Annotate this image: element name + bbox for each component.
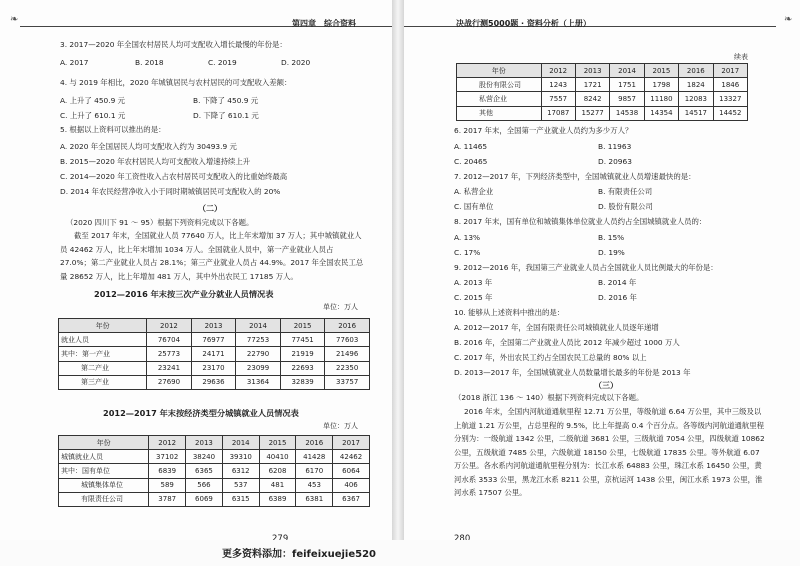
- q6-option-a: A. 11465: [454, 142, 488, 151]
- table-header-cell: 2012: [147, 319, 192, 333]
- table-cell: 589: [149, 478, 186, 492]
- table-cell: 33757: [325, 375, 370, 389]
- section-2-paragraph: 截至 2017 年末，全国就业人员 77640 万人，比上年末增加 37 万人；其中城镇就业人员 42462 万人，比上年末增加 1034 万人。全国就业人员中，第一产业就业人员占 27.0%；第二产业就业人员占 28.1%；第三产业就业人员占 44.9%。2017 年全国农民工总量 28652 万人，比上年增加 481 万人，其中外出农民工 17185 万人。: [60, 231, 364, 281]
- table-cell: 6389: [259, 492, 296, 506]
- table-header-cell: 2014: [610, 64, 644, 78]
- table-row-label: 有限责任公司: [59, 492, 149, 506]
- table-cell: 14354: [644, 106, 678, 120]
- table-cell: 481: [259, 478, 296, 492]
- q3-option-a: A. 2017: [60, 58, 89, 67]
- book-title-header: 决战行测5000题 · 资料分析（上册）: [456, 19, 591, 28]
- q5-option-a: A. 2020 年全国居民人均可支配收入约为 30493.9 元: [60, 142, 237, 151]
- table-cell: 15277: [575, 106, 609, 120]
- q4-option-b: B. 下降了 450.9 元: [193, 96, 259, 105]
- table-header-cell: 2012: [541, 64, 575, 78]
- table-cell: 42462: [333, 450, 370, 464]
- q5-option-c: C. 2014—2020 年工资性收入占农村居民可支配收入的比重始终最高: [60, 172, 288, 181]
- q4-option-c: C. 上升了 610.1 元: [60, 111, 126, 120]
- section-3-title: （三）: [594, 381, 618, 390]
- q9-option-b: B. 2014 年: [598, 278, 637, 287]
- q4-option-d: D. 下降了 610.1 元: [193, 111, 259, 120]
- q7-stem: 7. 2012—2017 年，下列经济类型中，全国城镇就业人员增速最快的是：: [454, 172, 696, 181]
- table-header-row: [59, 319, 370, 333]
- section-2-title: （二）: [198, 204, 222, 213]
- table-cell: 6208: [259, 464, 296, 478]
- table-cell: 406: [333, 478, 370, 492]
- q5-option-d: D. 2014 年农民经营净收入小于同时期城镇居民可支配收入的 20%: [60, 187, 281, 196]
- table-cell: 6315: [222, 492, 259, 506]
- table3-continued-label: 续表: [734, 53, 748, 61]
- table-header-row: [59, 436, 370, 450]
- q7-option-a: A. 私营企业: [454, 187, 494, 196]
- table-header-cell: 2014: [236, 319, 281, 333]
- table-cell: 1824: [679, 78, 713, 92]
- q3-option-b: B. 2018: [135, 58, 164, 67]
- table-cell: 22350: [325, 361, 370, 375]
- section-3-paragraph: 2016 年末，全国内河航道通航里程 12.71 万公里，等级航道 6.64 万公里，其中三级及以上航道 1.21 万公里，占总里程的 9.5%，比上年提高 0.4 个百分点。各等级内河航道通航里程分别为：一级航道 1342 公里，二级航道 3681 公里，三级航道 7054 公里，四级航道 10862 公里，五级航道 7485 公里，六级航道 18150 公里，七级航道 17835 公里。等外航道 6.07 万公里。各水系内河航道通航里程分别为：长江水系 64883 公里，珠江水系 16450 公里，黄河水系 3533 公里，黑龙江水系 8211 公里，京杭运河 1438 公里，闽江水系 1973 公里，淮河水系 17507 公里。: [454, 407, 765, 497]
- footer-promo-text: 更多资料添加：feifeixuejie520: [222, 549, 376, 560]
- table-cell: 6312: [222, 464, 259, 478]
- q9-option-c: C. 2015 年: [454, 293, 493, 302]
- table-cell: 453: [296, 478, 333, 492]
- q10-option-d: D. 2013—2017 年，全国城镇就业人员数量增长最多的年份是 2013 年: [454, 368, 691, 377]
- table-cell: 27690: [147, 375, 192, 389]
- q3-stem: 3. 2017—2020 年全国农村居民人均可支配收入增长最慢的年份是：: [60, 40, 287, 49]
- table-cell: 6064: [333, 464, 370, 478]
- table-header-cell: 2013: [191, 319, 236, 333]
- table-cell: 23170: [191, 361, 236, 375]
- table-cell: 3787: [149, 492, 186, 506]
- table-row-label: 其中：国有单位: [59, 464, 149, 478]
- table-row: [59, 478, 370, 492]
- ornament-icon: ❧: [10, 14, 19, 25]
- table-cell: 37102: [149, 450, 186, 464]
- table-row: [59, 361, 370, 375]
- table-cell: 13327: [713, 92, 747, 106]
- book-gutter: [392, 0, 404, 540]
- table-cell: 1721: [575, 78, 609, 92]
- table-cell: 1798: [644, 78, 678, 92]
- table-row: [59, 492, 370, 506]
- table-row: [457, 78, 748, 92]
- table-header-cell: 2017: [713, 64, 747, 78]
- table-header-cell: 年份: [457, 64, 542, 78]
- q8-option-c: C. 17%: [454, 248, 481, 257]
- table-header-cell: 2015: [644, 64, 678, 78]
- employment-by-industry-table: [58, 318, 370, 390]
- table-cell: 8242: [575, 92, 609, 106]
- table-header-cell: 年份: [59, 319, 147, 333]
- q9-stem: 9. 2012—2016 年，我国第三产业就业人员占全国就业人员比例最大的年份是：: [454, 263, 718, 272]
- table-row: [457, 106, 748, 120]
- q6-option-d: D. 20963: [598, 157, 632, 166]
- table-cell: 6367: [333, 492, 370, 506]
- q8-option-b: B. 15%: [598, 233, 625, 242]
- q7-option-d: D. 股份有限公司: [598, 202, 653, 211]
- table2-unit: 单位：万人: [323, 422, 358, 430]
- table-row-label: 第二产业: [59, 361, 147, 375]
- table-cell: 21919: [280, 347, 325, 361]
- table-cell: 6069: [186, 492, 223, 506]
- q4-stem: 4. 与 2019 年相比，2020 年城镇居民与农村居民的可支配收入差额：: [60, 78, 292, 87]
- table-cell: 6365: [186, 464, 223, 478]
- table-cell: 6170: [296, 464, 333, 478]
- table-row-label: 私营企业: [457, 92, 542, 106]
- table-header-cell: 2016: [679, 64, 713, 78]
- table-cell: 31364: [236, 375, 281, 389]
- table-row-label: 第三产业: [59, 375, 147, 389]
- q3-option-c: C. 2019: [208, 58, 237, 67]
- table-row-label: 股份有限公司: [457, 78, 542, 92]
- table-cell: 1243: [541, 78, 575, 92]
- q4-option-a: A. 上升了 450.9 元: [60, 96, 126, 105]
- table-cell: 22790: [236, 347, 281, 361]
- table-row: [59, 375, 370, 389]
- table-header-cell: 年份: [59, 436, 149, 450]
- table-row: [59, 464, 370, 478]
- table-cell: 24171: [191, 347, 236, 361]
- table-header-cell: 2013: [186, 436, 223, 450]
- table-cell: 25773: [147, 347, 192, 361]
- table-cell: 23241: [147, 361, 192, 375]
- table-row: [59, 450, 370, 464]
- table-cell: 32839: [280, 375, 325, 389]
- q10-stem: 10. 能够从上述资料中推出的是：: [454, 308, 565, 317]
- q8-option-a: A. 13%: [454, 233, 481, 242]
- section-2-intro: （2020 四川下 91 ～ 95）根据下列资料完成以下各题。: [66, 218, 254, 227]
- right-page: [404, 0, 800, 540]
- q6-option-b: B. 11963: [598, 142, 632, 151]
- table-cell: 38240: [186, 450, 223, 464]
- q8-stem: 8. 2017 年末，国有单位和城镇集体单位就业人员约占全国城镇就业人员的：: [454, 217, 707, 226]
- table-cell: 76704: [147, 333, 192, 347]
- left-page: [0, 0, 392, 540]
- page-number-right: 280: [454, 534, 471, 540]
- table-cell: 77603: [325, 333, 370, 347]
- table-cell: 77451: [280, 333, 325, 347]
- q10-option-a: A. 2012—2017 年，全国有限责任公司城镇就业人员逐年递增: [454, 323, 659, 332]
- q10-option-b: B. 2016 年，全国第二产业就业人员比 2012 年减少超过 1000 万人: [454, 338, 680, 347]
- table-header-row: [457, 64, 748, 78]
- table-header-cell: 2017: [333, 436, 370, 450]
- table-cell: 21496: [325, 347, 370, 361]
- table-header-cell: 2015: [280, 319, 325, 333]
- q8-option-d: D. 19%: [598, 248, 625, 257]
- table1-title: 2012—2016 年末按三次产业分就业人员情况表: [94, 289, 274, 299]
- ornament-icon: ❧: [784, 14, 793, 25]
- table-row: [457, 92, 748, 106]
- q3-option-d: D. 2020: [281, 58, 311, 67]
- table-row-label: 就业人员: [59, 333, 147, 347]
- table-cell: 39310: [222, 450, 259, 464]
- table-cell: 14517: [679, 106, 713, 120]
- q6-stem: 6. 2017 年末，全国第一产业就业人员约为多少万人？: [454, 126, 633, 135]
- table-header-cell: 2016: [325, 319, 370, 333]
- table-header-cell: 2014: [222, 436, 259, 450]
- table-row-label: 城镇就业人员: [59, 450, 149, 464]
- q5-option-b: B. 2015—2020 年农村居民人均可支配收入增速持续上升: [60, 157, 251, 166]
- table1-unit: 单位：万人: [323, 303, 358, 311]
- chapter-header: 第四章 综合资料: [292, 19, 356, 28]
- q10-option-c: C. 2017 年，外出农民工约占全国农民工总量的 80% 以上: [454, 353, 647, 362]
- table-cell: 1846: [713, 78, 747, 92]
- table-cell: 6381: [296, 492, 333, 506]
- q9-option-d: D. 2016 年: [598, 293, 637, 302]
- table-row-label: 其中：第一产业: [59, 347, 147, 361]
- table-cell: 41428: [296, 450, 333, 464]
- table-cell: 22693: [280, 361, 325, 375]
- table-cell: 23099: [236, 361, 281, 375]
- table-cell: 40410: [259, 450, 296, 464]
- table-row-label: 其他: [457, 106, 542, 120]
- table2-title: 2012—2017 年末按经济类型分城镇就业人员情况表: [103, 408, 299, 418]
- urban-employment-by-type-table: [58, 435, 370, 507]
- table-cell: 1751: [610, 78, 644, 92]
- table-cell: 9857: [610, 92, 644, 106]
- table-row-label: 城镇集体单位: [59, 478, 149, 492]
- table-cell: 17087: [541, 106, 575, 120]
- table-cell: 7557: [541, 92, 575, 106]
- table-header-cell: 2015: [259, 436, 296, 450]
- table-row: [59, 333, 370, 347]
- table-cell: 11180: [644, 92, 678, 106]
- table-cell: 14452: [713, 106, 747, 120]
- table-cell: 6839: [149, 464, 186, 478]
- table-cell: 537: [222, 478, 259, 492]
- table-cell: 566: [186, 478, 223, 492]
- table-header-cell: 2012: [149, 436, 186, 450]
- table-header-cell: 2013: [575, 64, 609, 78]
- table-header-cell: 2016: [296, 436, 333, 450]
- table-cell: 14538: [610, 106, 644, 120]
- urban-employment-continued-table: [456, 63, 748, 121]
- table-cell: 29636: [191, 375, 236, 389]
- q7-option-b: B. 有限责任公司: [598, 187, 653, 196]
- q6-option-c: C. 20465: [454, 157, 488, 166]
- q7-option-c: C. 国有单位: [454, 202, 494, 211]
- table-cell: 76977: [191, 333, 236, 347]
- section-3-intro: （2018 浙江 136 ～ 140）根据下列资料完成以下各题。: [454, 393, 644, 402]
- page-number-left: 279: [272, 534, 289, 540]
- table-cell: 77253: [236, 333, 281, 347]
- q5-stem: 5. 根据以上资料可以推出的是：: [60, 125, 166, 134]
- table-row: [59, 347, 370, 361]
- q9-option-a: A. 2013 年: [454, 278, 493, 287]
- table-cell: 12083: [679, 92, 713, 106]
